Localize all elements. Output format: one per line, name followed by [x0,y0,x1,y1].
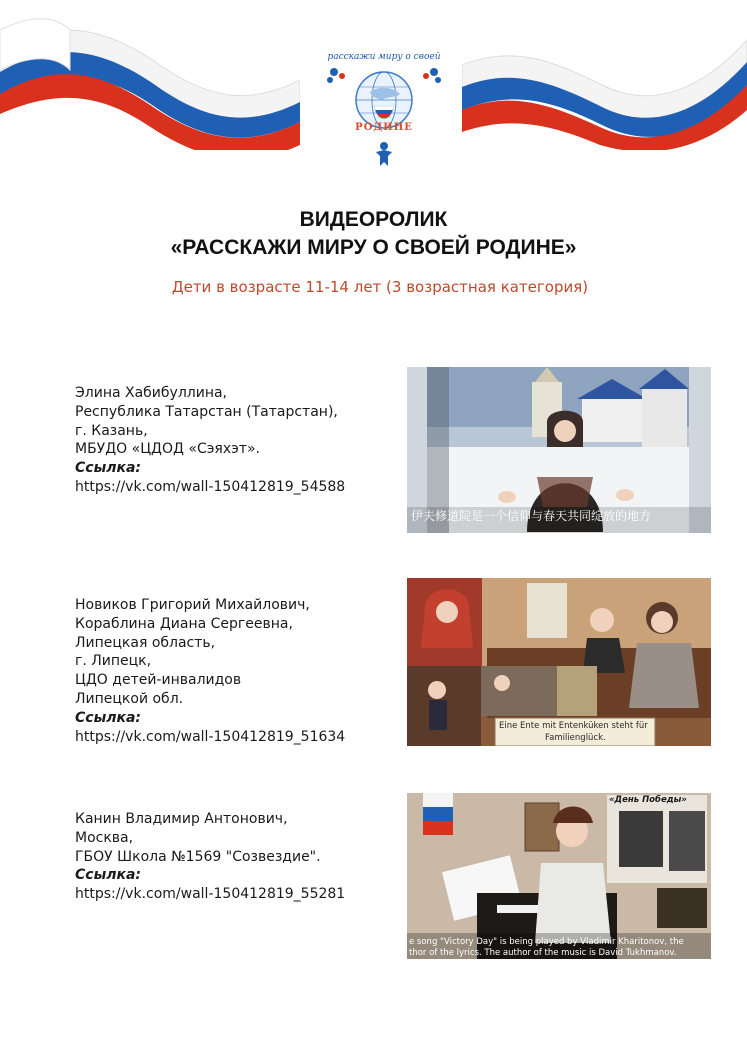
entry-2-caption-line-1: Eine Ente mit Entenküken steht für [499,721,648,731]
entry-2-line: Липецкой обл. [75,690,184,707]
entry-2-info [75,596,395,746]
entry-1-video-thumbnail[interactable] [407,367,711,533]
entry-2-video-thumbnail[interactable] [407,578,711,746]
entry-1-link-label: Ссылка: [75,460,142,477]
entry-2-line: Липецкая область, [75,634,216,651]
entry-3-video-thumbnail[interactable] [407,793,711,959]
entry-2-link-label: Ссылка: [75,709,142,726]
entry-2-line: г. Липецк, [75,653,152,670]
entry-2-url[interactable]: https://vk.com/wall-150412819_51634 [75,728,346,745]
entry-3-caption-line-2: thor of the lyrics. The author of the music is David Tukhmanov. [409,948,677,958]
logo-word: РОДИНЕ [355,122,413,133]
header-banner [0,0,747,180]
entry-2-line: Кораблина Диана Сергеевна, [75,615,293,632]
page-title [0,206,747,262]
entry-1-line: Республика Татарстан (Татарстан), [75,403,338,420]
entry-3-url[interactable]: https://vk.com/wall-150412819_55281 [75,886,346,903]
globe-icon [322,52,446,172]
russian-flag-ribbon-right [462,10,747,150]
entry-3-info [75,810,395,904]
title-line-2: «РАССКАЖИ МИРУ О СВОЕЙ РОДИНЕ» [170,236,577,259]
entry-3-line: Канин Владимир Антонович, [75,811,288,827]
entry-3-line: Москва, [75,829,134,846]
entry-1-line: МБУДО «ЦДОД «Сэяхэт». [75,441,260,458]
logo [322,52,446,172]
page-subtitle: Дети в возрасте 11-14 лет (3 возрастная категория) [171,278,589,296]
title-line-1: ВИДЕОРОЛИК [299,208,448,231]
entry-3-link-label: Ссылка: [75,867,142,884]
entry-1-line: Элина Хабибуллина, [75,385,228,401]
entry-2-line: ЦДО детей-инвалидов [75,672,242,689]
entry-1-url[interactable]: https://vk.com/wall-150412819_54588 [75,478,346,495]
entry-3-caption-line-1: e song "Victory Day" is being played by Vladimir Kharitonov, the [409,937,684,947]
entry-2-line: Новиков Григорий Михайлович, [75,597,310,613]
entry-2-caption-line-2: Familienglück. [545,733,606,743]
entry-1-line: г. Казань, [75,422,148,439]
entry-1-caption: 伊夫修道院是一个信仰与春天共同绽放的地方 [411,509,652,523]
russian-flag-ribbon-left [0,10,300,150]
entry-1-info [75,384,395,497]
entry-3-line: ГБОУ Школа №1569 "Созвездие". [75,848,321,865]
logo-arc-text: расскажи миру о своей [327,52,441,62]
entry-3-poster-title: «День Победы» [609,795,687,805]
